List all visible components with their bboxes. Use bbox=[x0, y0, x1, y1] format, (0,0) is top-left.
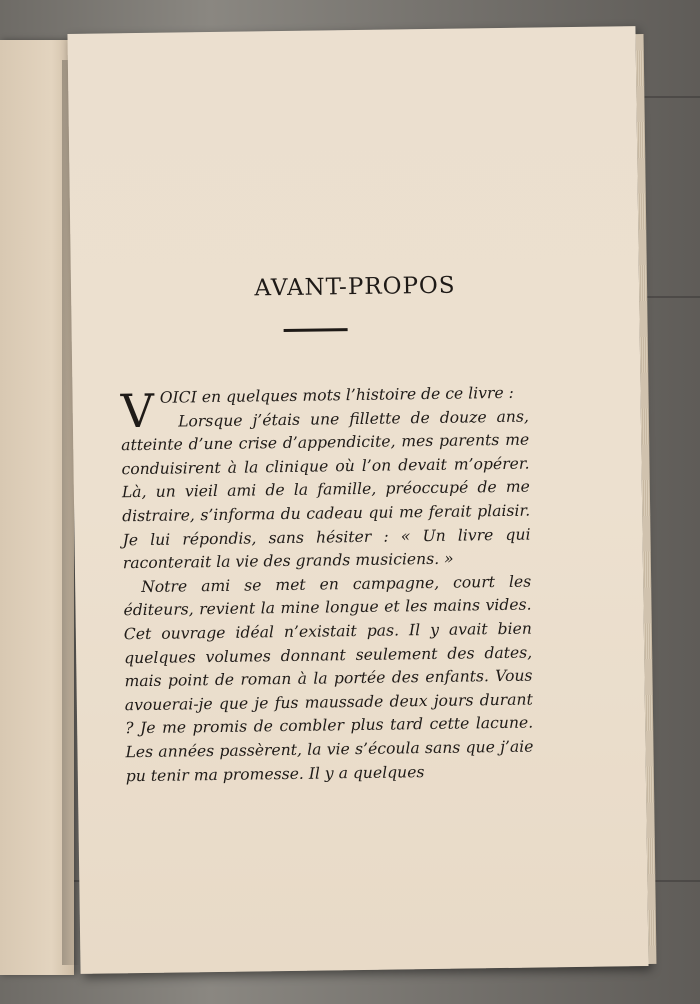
page-edge bbox=[636, 34, 657, 964]
page-title: AVANT-PROPOS bbox=[254, 272, 456, 302]
book-page bbox=[67, 26, 648, 974]
drop-cap: V bbox=[120, 383, 155, 439]
paragraph-3: Notre ami se met en campagne, court les éditeurs, revient la mine longue et les mains vides. Cet ouvrage idéal n’existait pas. Il y avait bien quelques volumes donnant seulement des dates, mais point de roman à la portée des enfants. Vous avouerai-je que je fus maussade deux jours durant ? Je me promis de combler plus tard cette lacune. Les années passèrent, la vie s’écoula sans que j’aie pu tenir ma promesse. Il y a quelques bbox=[123, 572, 534, 785]
title-rule bbox=[284, 328, 348, 332]
paragraph-1-text: OICI en quelques mots l’histoire de ce livre : bbox=[159, 383, 514, 407]
paragraph-2: Lorsque j’étais une fillette de douze ans, atteinte d’une crise d’appendicite, mes parents me conduisirent à la clinique où l’on devait m’opérer. Là, un vieil ami de la famille, préoccupé de me distraire, s’informa du cadeau qui me ferait plaisir. Je lui répondis, sans hésiter : « Un livre qui raconterait la vie des grands musiciens. » bbox=[121, 407, 531, 573]
body-text bbox=[120, 382, 534, 789]
